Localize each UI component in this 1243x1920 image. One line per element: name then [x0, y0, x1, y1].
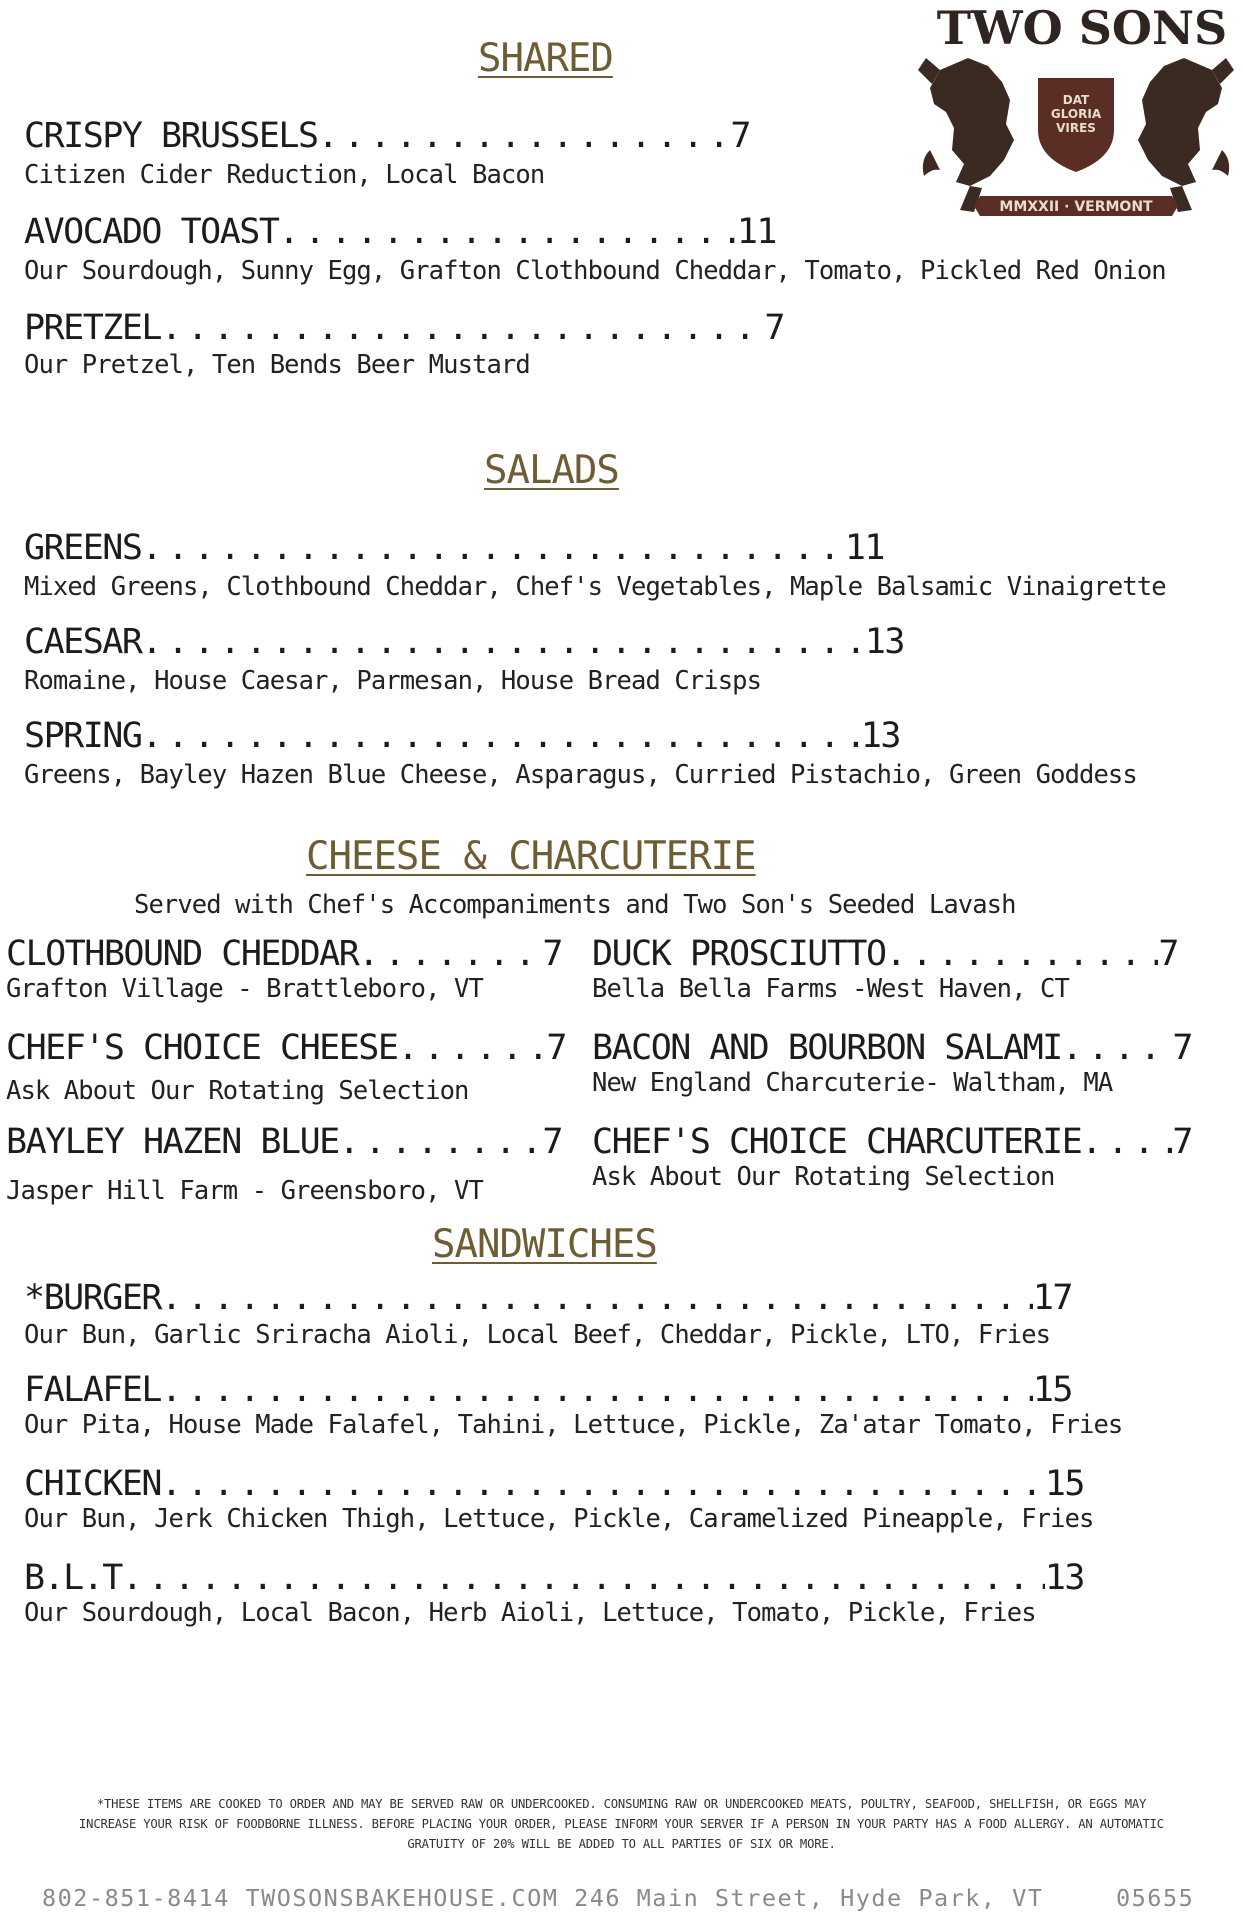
dot-leader — [886, 934, 1159, 974]
item-description: Ask About Our Rotating Selection — [6, 1076, 469, 1106]
item-price: 7 — [1172, 1122, 1192, 1162]
item-description: New England Charcuterie- Waltham, MA — [592, 1068, 1113, 1098]
dot-leader — [122, 1558, 1045, 1598]
item-name: GREENS — [24, 528, 142, 568]
cheese-subtitle: Served with Chef's Accompaniments and Two Son's Seeded Lavash — [134, 890, 1016, 920]
item-price: 7 — [542, 1122, 562, 1162]
item-name: FALAFEL — [24, 1370, 162, 1410]
dot-leader — [397, 1028, 546, 1068]
menu-item-bacon-bourbon-salami — [592, 1028, 1192, 1068]
menu-item-pretzel — [24, 308, 784, 348]
item-name: PRETZEL — [24, 308, 162, 348]
right-bear-icon — [1138, 58, 1222, 186]
item-name: B.L.T — [24, 1558, 122, 1598]
menu-item-chefs-choice-charcuterie — [592, 1122, 1192, 1162]
item-price: 7 — [1172, 1028, 1192, 1068]
item-description: Citizen Cider Reduction, Local Bacon — [24, 160, 545, 190]
item-price: 7 — [542, 934, 562, 974]
left-bear-icon — [930, 58, 1014, 186]
item-description: Romaine, House Caesar, Parmesan, House Bread Crisps — [24, 666, 762, 696]
cheese-heading: CHEESE & CHARCUTERIE — [306, 834, 756, 879]
item-name: CRISPY BRUSSELS — [24, 116, 318, 156]
item-description: Jasper Hill Farm - Greensboro, VT — [6, 1176, 483, 1206]
item-description: Our Pretzel, Ten Bends Beer Mustard — [24, 350, 530, 380]
item-name: *BURGER — [24, 1278, 162, 1318]
menu-item-avocado-toast — [24, 212, 776, 252]
item-name: DUCK PROSCIUTTO — [592, 934, 886, 974]
item-name: SPRING — [24, 716, 142, 756]
dot-leader — [141, 716, 860, 756]
item-name: AVOCADO TOAST — [24, 212, 279, 252]
item-price: 7 — [764, 308, 784, 348]
dot-leader — [161, 1370, 1033, 1410]
item-description: Our Bun, Jerk Chicken Thigh, Lettuce, Pickle, Caramelized Pineapple, Fries — [24, 1504, 1094, 1534]
item-name: CHICKEN — [24, 1464, 162, 1504]
shield-line-2: GLORIA — [1050, 107, 1102, 121]
item-description: Our Pita, House Made Falafel, Tahini, Lettuce, Pickle, Za'atar Tomato, Fries — [24, 1410, 1123, 1440]
footer-contact — [42, 1884, 1044, 1912]
footer-address: 246 Main Street, Hyde Park, VT — [574, 1884, 1044, 1912]
menu-item-duck-prosciutto — [592, 934, 1178, 974]
sandwiches-heading: SANDWICHES — [432, 1222, 657, 1267]
dot-leader — [278, 212, 736, 252]
item-price: 13 — [1044, 1558, 1084, 1598]
item-description: Bella Bella Farms -West Haven, CT — [592, 974, 1069, 1004]
dot-leader — [141, 528, 844, 568]
item-description: Our Bun, Garlic Sriracha Aioli, Local Beef, Cheddar, Pickle, LTO, Fries — [24, 1320, 1051, 1350]
item-description: Mixed Greens, Clothbound Cheddar, Chef's Vegetables, Maple Balsamic Vinaigrette — [24, 572, 1166, 602]
dot-leader — [318, 116, 731, 156]
item-price: 11 — [844, 528, 884, 568]
legal-line-2: INCREASE YOUR RISK OF FOODBORNE ILLNESS. BEFORE PLACING YOUR ORDER, PLEASE INFORM YOUR SERVER IF A PERSON IN YOUR PARTY HAS A FOOD ALLERGY. AN AUTOMATIC — [79, 1817, 1164, 1831]
item-name: CHEF'S CHOICE CHEESE — [6, 1028, 398, 1068]
item-name: BACON AND BOURBON SALAMI — [592, 1028, 1062, 1068]
item-price: 7 — [730, 116, 750, 156]
dot-leader — [358, 934, 542, 974]
banner-text: MMXXII · VERMONT — [999, 199, 1153, 215]
item-name: BAYLEY HAZEN BLUE — [6, 1122, 339, 1162]
dot-leader — [161, 1278, 1033, 1318]
two-sons-logo — [910, 0, 1243, 228]
item-price: 7 — [1158, 934, 1178, 974]
item-description: Grafton Village - Brattleboro, VT — [6, 974, 483, 1004]
item-name: CAESAR — [24, 622, 142, 662]
item-price: 13 — [864, 622, 904, 662]
item-description: Our Sourdough, Local Bacon, Herb Aioli, Lettuce, Tomato, Pickle, Fries — [24, 1598, 1036, 1628]
item-price: 15 — [1044, 1464, 1084, 1504]
menu-item-spring — [24, 716, 900, 756]
footer-website: TWOSONSBAKEHOUSE.COM — [245, 1884, 559, 1912]
item-price: 7 — [546, 1028, 566, 1068]
footer-phone: 802-851-8414 — [42, 1884, 230, 1912]
dot-leader — [161, 308, 764, 348]
logo-brand: TWO SONS — [936, 1, 1228, 55]
shield-line-1: DAT — [1062, 93, 1090, 107]
menu-item-crispy-brussels — [24, 116, 750, 156]
menu-item-burger — [24, 1278, 1072, 1318]
legal-line-3: GRATUITY OF 20% WILL BE ADDED TO ALL PARTIES OF SIX OR MORE. — [407, 1837, 836, 1851]
salads-heading: SALADS — [484, 448, 619, 493]
dot-leader — [339, 1122, 543, 1162]
footer-zip: 05655 — [1116, 1884, 1195, 1912]
dot-leader — [1081, 1122, 1172, 1162]
item-description: Greens, Bayley Hazen Blue Cheese, Asparagus, Curried Pistachio, Green Goddess — [24, 760, 1137, 790]
dot-leader — [141, 622, 864, 662]
menu-item-caesar — [24, 622, 904, 662]
item-name: CHEF'S CHOICE CHARCUTERIE — [592, 1122, 1082, 1162]
dot-leader — [161, 1464, 1045, 1504]
menu-item-greens — [24, 528, 884, 568]
legal-line-1: *THESE ITEMS ARE COOKED TO ORDER AND MAY BE SERVED RAW OR UNDERCOOKED. CONSUMING RAW OR UNDERCOOKED MEATS, POULTRY, SEAFOOD, SHELLFISH, OR EGGS MAY — [96, 1797, 1147, 1811]
menu-item-bayley-hazen-blue — [6, 1122, 562, 1162]
menu-item-chefs-choice-cheese — [6, 1028, 566, 1068]
legal-disclaimer — [0, 1794, 1243, 1854]
item-price: 13 — [860, 716, 900, 756]
item-description: Ask About Our Rotating Selection — [592, 1162, 1055, 1192]
item-name: CLOTHBOUND CHEDDAR — [6, 934, 359, 974]
menu-item-falafel — [24, 1370, 1072, 1410]
menu-item-chicken — [24, 1464, 1084, 1504]
item-description: Our Sourdough, Sunny Egg, Grafton Clothbound Cheddar, Tomato, Pickled Red Onion — [24, 256, 1166, 286]
menu-item-clothbound-cheddar — [6, 934, 562, 974]
item-price: 17 — [1032, 1278, 1072, 1318]
dot-leader — [1062, 1028, 1173, 1068]
item-price: 15 — [1032, 1370, 1072, 1410]
shared-heading: SHARED — [478, 36, 613, 81]
menu-item-blt — [24, 1558, 1084, 1598]
item-price: 11 — [736, 212, 776, 252]
shield-line-3: VIRES — [1056, 121, 1096, 135]
